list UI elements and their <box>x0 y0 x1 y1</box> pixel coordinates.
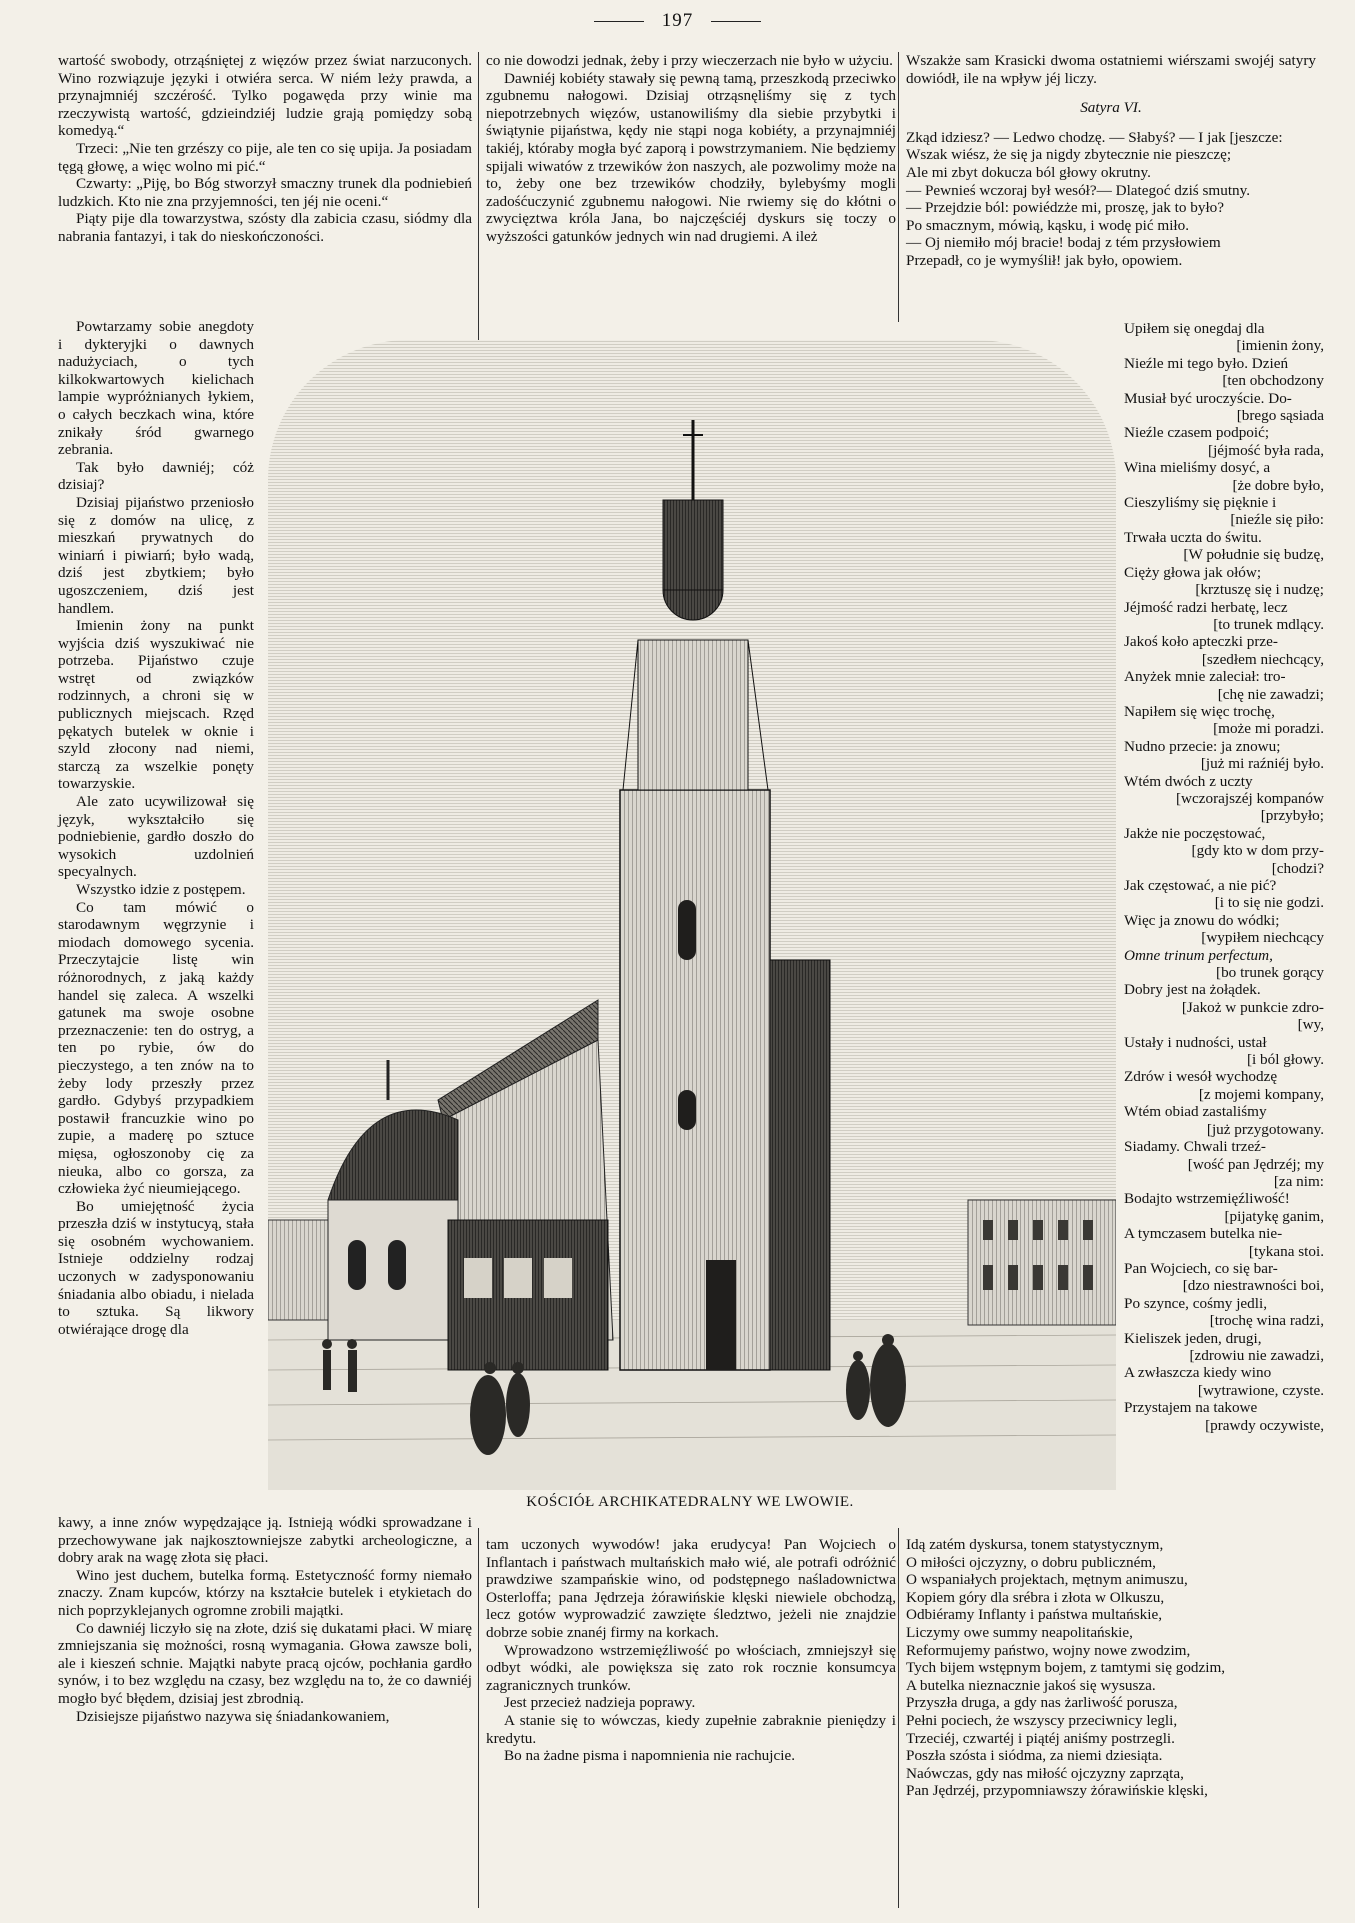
poem-lines-narrow <box>1124 320 1324 1434</box>
poem-lines-bottom <box>906 1536 1316 1800</box>
poem-line: [wy, <box>1297 1016 1324 1034</box>
poem-line: Cieszyliśmy się pięknie i <box>1124 494 1277 512</box>
poem-line: [imienin żony, <box>1236 337 1324 355</box>
poem-line: Kieliszek jeden, drugi, <box>1124 1329 1262 1347</box>
paragraph: Dzisiejsze pijaństwo nazywa się śniadankowaniem, <box>76 1707 390 1725</box>
poem-line: A zwłaszcza kiedy wino <box>1124 1364 1272 1382</box>
poem-line: [chodzi? <box>1271 859 1324 877</box>
poem-line: [trochę wina radzi, <box>1209 1312 1324 1330</box>
poem-line: [ten obchodzony <box>1222 372 1324 390</box>
poem-line: A tymczasem butelka nie- <box>1124 1225 1283 1243</box>
poem-line: [prawdy oczywiste, <box>1205 1416 1324 1434</box>
poem-line: Jakoś koło apteczki prze- <box>1124 633 1278 651</box>
paragraph: Powtarzamy sobie anegdoty i dykteryjki o dawnych nadużyciach, o tych kilkokwartowych kielichach lampie wypróżnianych łykiem, o całych beczkach wina, które znikały śród gwarnego zebrania. <box>58 318 254 459</box>
poem-line: [nieźle się piło: <box>1230 511 1324 529</box>
paragraph: Trzeci: „Nie ten grzészy co pije, ale ten co się upija. Ja posiadam tęgą głowę, a więc wolno mi pić.“ <box>58 139 472 175</box>
poem-line: Ustały i nudności, ustał <box>1124 1033 1267 1051</box>
poem-line: [szedłem niechcący, <box>1201 650 1324 668</box>
paragraph: Tak było dawniéj; cóż dzisiaj? <box>58 458 254 494</box>
poem-line: Odbiéramy Inflanty i państwa multańskie, <box>906 1606 1163 1624</box>
left-column-narrow <box>58 318 254 1338</box>
poem-line: Omne trinum perfectum, <box>1124 946 1273 964</box>
poem-line: [przybyło; <box>1260 807 1324 825</box>
poem-line: Pan Wojciech, co się bar- <box>1124 1259 1278 1277</box>
poem-line: Nudno przecie: ja znowu; <box>1124 737 1281 755</box>
poem-line: Ale mi zbyt dokucza ból głowy okrutny. <box>906 163 1151 181</box>
paragraph: Co dawniéj liczyło się na złote, dziś się dukatami płaci. W miarę zmniejszania się możności, rosną wymagania. Głowa zawsze boli, ale i kieszeń schnie. Majątki nabyte pracą ojców, pochłania gardło synów, i to bez względu na czasy, bez względu na to, że co dawniéj mogło być błędem, dzisiaj jest zbrodnią. <box>58 1619 472 1707</box>
poem-line: [to trunek mdlący. <box>1213 615 1324 633</box>
poem-line: Wtém dwóch z uczty <box>1124 772 1253 790</box>
poem-line: [dzo niestrawności boi, <box>1182 1277 1324 1295</box>
poem-line: Upiłem się onegdaj dla <box>1124 320 1265 337</box>
poem-line: [wypiłem niechcący <box>1201 929 1324 947</box>
poem-line: Więc ja znowu do wódki; <box>1124 911 1280 929</box>
poem-line: Liczymy owe summy neapolitańskie, <box>906 1623 1133 1641</box>
paragraph: A stanie się to wówczas, kiedy zupełnie zabraknie pieniędzy i kredytu. <box>486 1711 896 1747</box>
right-column-top <box>906 52 1316 270</box>
poem-line: Wszak wiész, że się ja nigdy zbytecznie nie pieszczę; <box>906 146 1232 164</box>
poem-line: Idą zatém dyskursa, tonem statystycznym, <box>906 1536 1164 1553</box>
left-column-bottom <box>58 1514 472 1725</box>
right-column-narrow <box>1124 320 1324 1434</box>
paragraph: Wszakże sam Krasicki dwoma ostatniemi wiérszami swojéj satyry dowiódł, ile na wpływ jéj liczy. <box>906 52 1316 87</box>
poem-line: A butelka nieznacznie jakoś się wysusza. <box>906 1676 1156 1694</box>
poem-line: [za nim: <box>1273 1172 1324 1190</box>
poem-line: Tych bijem wstępnym bojem, z tamtymi się godzim, <box>906 1659 1226 1677</box>
poem-line: Nieźle mi tego było. Dzień <box>1124 354 1289 372</box>
poem-line: [Jakoż w punkcie zdro- <box>1181 998 1324 1016</box>
illustration-caption: KOŚCIÓŁ ARCHIKATEDRALNY WE LWOWIE. <box>526 1494 854 1510</box>
poem-line: [chę nie zawadzi; <box>1217 685 1324 703</box>
poem-line: [W południe się budzę, <box>1183 546 1324 564</box>
poem-line: [bo trunek gorący <box>1216 964 1324 982</box>
poem-line: Kopiem góry dla srébra i złota w Olkuszu, <box>906 1588 1165 1606</box>
poem-line: [gdy kto w dom przy- <box>1191 842 1324 860</box>
paragraph: Jest przecież nadzieja poprawy. <box>504 1694 696 1712</box>
paragraph: wartość swobody, otrząśniętej z więzów przez świat narzuconych. Wino rozwiązuje języki i otwiéra serca. W niém leży prawda, a przynajmniéj szczérość. Tylko pogawęda przy winie ma rzeczywistą wartość, gdzieindziéj ludzie grają pomiędzy sobą komedyą.“ <box>58 52 472 140</box>
poem-line: Jéjmość radzi herbatę, lecz <box>1124 598 1288 616</box>
poem-title: Satyra VI. <box>1080 99 1142 117</box>
paragraph: Dawniéj kobiéty stawały się pewną tamą, przeszkodą przeciwko zgubnemu nałogowi. Dzisiaj otrząsnęliśmy się z tych niepotrzebnych więzów, ustanowiliśmy dla siebie przybytki i świątynie pijaństwa, kędy nie stąpi noga kobiéty, a przynajmniéj takiéj, któraby mogła być zaporą i powstrzymaniem. Nie będziemy spijali wiwatów z trzewików żon naszych, ale pozwolimy może na to, żeby one bez trzewików chodziły, bylebyśmy mogli zadośćuczynić zgubnemu nałogowi. Nie rwiemy się do kłótni o zwycięztwa króla Jana, bo najczęściéj dyskurs się toczy o wyższości gatunków jednych win nad drugiemi. A ileż <box>486 69 896 245</box>
poem-line: Po smacznym, mówią, kąsku, i wodę pić miło. <box>906 216 1190 234</box>
poem-line: Cięży głowa jak ołów; <box>1124 563 1262 581</box>
poem-line: Pełni pociech, że wszyscy przeciwnicy legli, <box>906 1711 1178 1729</box>
poem-line: Bodajto wstrzemięźliwość! <box>1124 1190 1290 1208</box>
poem-line: Pan Jędrzéj, przypomniawszy żórawińskie klęski, <box>906 1782 1208 1800</box>
poem-line: [jéjmość była rada, <box>1208 441 1324 459</box>
poem-line: — Oj niemiło mój bracie! bodaj z tém przysłowiem <box>906 234 1221 252</box>
poem-line: — Przejdzie ból: powiédzże mi, proszę, jak to było? <box>906 199 1224 217</box>
poem-line: Napiłem się więc trochę, <box>1124 702 1275 720</box>
poem-line: Wtém obiad zastaliśmy <box>1124 1103 1267 1121</box>
paragraph: Wprowadzono wstrzemięźliwość po włościach, zmniejszył się odbyt wódki, ale powiększa się zato rok rocznie konsumcya zagranicznych trunków. <box>486 1641 896 1694</box>
paragraph: tam uczonych wywodów! jaka erudycya! Pan Wojciech o Inflantach i państwach multańskich mało wié, ale potrafi odróżnić prawdziwe szampańskie wino, od podstępnego naśladownictwa Osterloffa; pana Jędrzeja żórawińskie klęski niewiele obchodzą, lecz gotów wyprowadzić zawzięte śledztwo, jeżeli nie znajdzie dobrze sobie znanéj firmy na korkach. <box>486 1536 896 1641</box>
paragraph: Bo umiejętność życia przeszła dziś w instytucyą, stała się osobném wychowaniem. Istnieje oddzielny rodzaj uczonych w zadysponowaniu śniadania albo obiadu, i nielada to sztuka. Są likwory otwiérające drogę dla <box>58 1197 254 1338</box>
poem-line: Wina mieliśmy dosyć, a <box>1124 459 1271 477</box>
poem-line: [że dobre było, <box>1232 476 1324 494</box>
poem-line: Siadamy. Chwali trzeź- <box>1124 1138 1266 1156</box>
poem-line: Zdrów i wesół wychodzę <box>1124 1068 1278 1086</box>
paragraph: Ale zato ucywilizował się język, wykształciło się podniebienie, gardło doszło do wysokich uzdolnień specyalnych. <box>58 793 254 881</box>
poem-line: Przystajem na takowe <box>1124 1399 1258 1417</box>
poem-line: [wość pan Jędrzéj; my <box>1187 1155 1324 1173</box>
poem-line: Anyżek mnie zaleciał: tro- <box>1124 668 1286 686</box>
paragraph: Piąty pije dla towarzystwa, szósty dla zabicia czasu, siódmy dla nabrania fantazyi, i tak do nieskończoności. <box>58 210 472 245</box>
poem-line: [i ból głowy. <box>1246 1051 1324 1069</box>
poem-line: [wczorajszéj kompanów <box>1175 789 1324 807</box>
paragraph: Wino jest duchem, butelka formą. Estetyczność formy niemało znaczy. Znam kupców, którzy na kształcie butelek i etykietach do nich poprzyklejanych ogromne zrobili majątki. <box>58 1566 472 1619</box>
paragraph: Co tam mówić o starodawnym węgrzynie i miodach domowego sycenia. Przeczytajcie listę win różnorodnych, z jaką każdy handel się zaleca. A wszelki gatunek ma swoje osobne przeznaczenie: ten do ostryg, a ten po rybie, ów do pieczystego, a ten znów na to żeby lody przeszły przez gardło. Gdybyś przypadkiem postawił francuzkie wino po zupie, a maderę po sztuce mięsa, ogłoszonoby cię za nieuka, albo co gorsza, za człowieka żyć nieumiejącego. <box>58 898 254 1198</box>
paragraph: Wszystko idzie z postępem. <box>76 881 246 898</box>
poem-line: Jakże nie poczęstować, <box>1124 824 1266 842</box>
poem-line: [może mi poradzi. <box>1213 720 1324 738</box>
poem-line: Po szynce, cośmy jedli, <box>1124 1294 1267 1312</box>
cathedral-engraving <box>268 340 1116 1490</box>
poem-line: Przyszła druga, a gdy nas żarliwość porusza, <box>906 1694 1178 1712</box>
poem-line: O wspaniałych projektach, mętnym animuszu, <box>906 1571 1188 1589</box>
poem-line: Trzeciéj, czwartéj i piątéj aniśmy postrzegli. <box>906 1729 1175 1747</box>
column-rule <box>478 1528 479 1908</box>
poem-line: [z mojemi kompany, <box>1198 1085 1324 1103</box>
poem-line: Naówczas, gdy nas miłość ojczyzny zaprząta, <box>906 1764 1184 1782</box>
poem-line: [już przygotowany. <box>1206 1120 1324 1138</box>
poem-line: Dobry jest na żołądek. <box>1124 981 1261 999</box>
poem-line: [już mi raźniéj było. <box>1200 755 1324 773</box>
page-number: 197 <box>0 10 1355 32</box>
paragraph: Imienin żony na punkt wyjścia dziś wyszukiwać nie potrzeba. Pijaństwo czuje wstręt od związków rodzinnych, a chroni się w publicznych miejscach. Rzęd pękatych butelek w oknie i szyld złocony nad niemi, starczą za wszelkie ponęty towarzyskie. <box>58 617 254 793</box>
poem-line: [wytrawione, czyste. <box>1197 1381 1324 1399</box>
paragraph: kawy, a inne znów wypędzające ją. Istnieją wódki sprowadzane i przechowywane jak najkosztowniejsze zabytki archeologiczne, a dobry arak na wagę złota się płaci. <box>58 1514 472 1567</box>
poem-line: Poszła szósta i siódma, za niemi dziesiąta. <box>906 1747 1163 1765</box>
poem-line: [zdrowiu nie zawadzi, <box>1189 1346 1324 1364</box>
poem-line: [pijatykę ganim, <box>1224 1207 1324 1225</box>
poem-line: Przepadł, co je wymyślił! jak było, opowiem. <box>906 251 1183 269</box>
poem-line: Jak częstować, a nie pić? <box>1124 877 1277 894</box>
column-rule <box>898 52 899 322</box>
middle-column-bottom <box>486 1536 896 1765</box>
poem-lines <box>906 129 1316 270</box>
poem-line: [tykana stoi. <box>1248 1242 1324 1260</box>
paragraph: Czwarty: „Piję, bo Bóg stworzył smaczny trunek dla podniebień ludzkich. Kto nie zna przyjemności, ten jéj nie oceni.“ <box>58 175 472 210</box>
poem-line: Nieźle czasem podpoić; <box>1124 424 1270 442</box>
paragraph: Dzisiaj pijaństwo przeniosło się z domów na ulicę, z mieszkań prywatnych do winiarń i piwiarń; było wadą, dziś jest zbytkiem; było ugoszczeniem, dziś jest handlem. <box>58 493 254 617</box>
poem-line: O miłości ojczyzny, o dobru publiczném, <box>906 1553 1156 1571</box>
poem-line: [i to się nie godzi. <box>1214 894 1324 912</box>
poem-line: [krztuszę się i nudzę; <box>1195 581 1324 599</box>
poem-line: [brego sąsiada <box>1236 407 1324 425</box>
poem-line: — Pewnieś wczoraj był wesół?— Dlategoć dziś smutny. <box>906 181 1251 199</box>
column-rule <box>898 1528 899 1908</box>
right-column-bottom <box>906 1536 1316 1800</box>
column-rule <box>478 52 479 340</box>
poem-line: Zkąd idziesz? — Ledwo chodzę. — Słabyś? — I jak [jeszcze: <box>906 128 1283 146</box>
paragraph: Bo na żadne pisma i napomnienia nie rachujcie. <box>504 1747 795 1765</box>
middle-column-top <box>486 52 896 246</box>
paragraph: co nie dowodzi jednak, żeby i przy wieczerzach nie było w użyciu. <box>486 52 893 69</box>
poem-line: Musiał być uroczyście. Do- <box>1124 389 1292 407</box>
poem-line: Trwała uczta do świtu. <box>1124 528 1262 546</box>
poem-line: Reformujemy państwo, wojny nowe zwodzim, <box>906 1641 1191 1659</box>
left-column-top <box>58 52 472 246</box>
